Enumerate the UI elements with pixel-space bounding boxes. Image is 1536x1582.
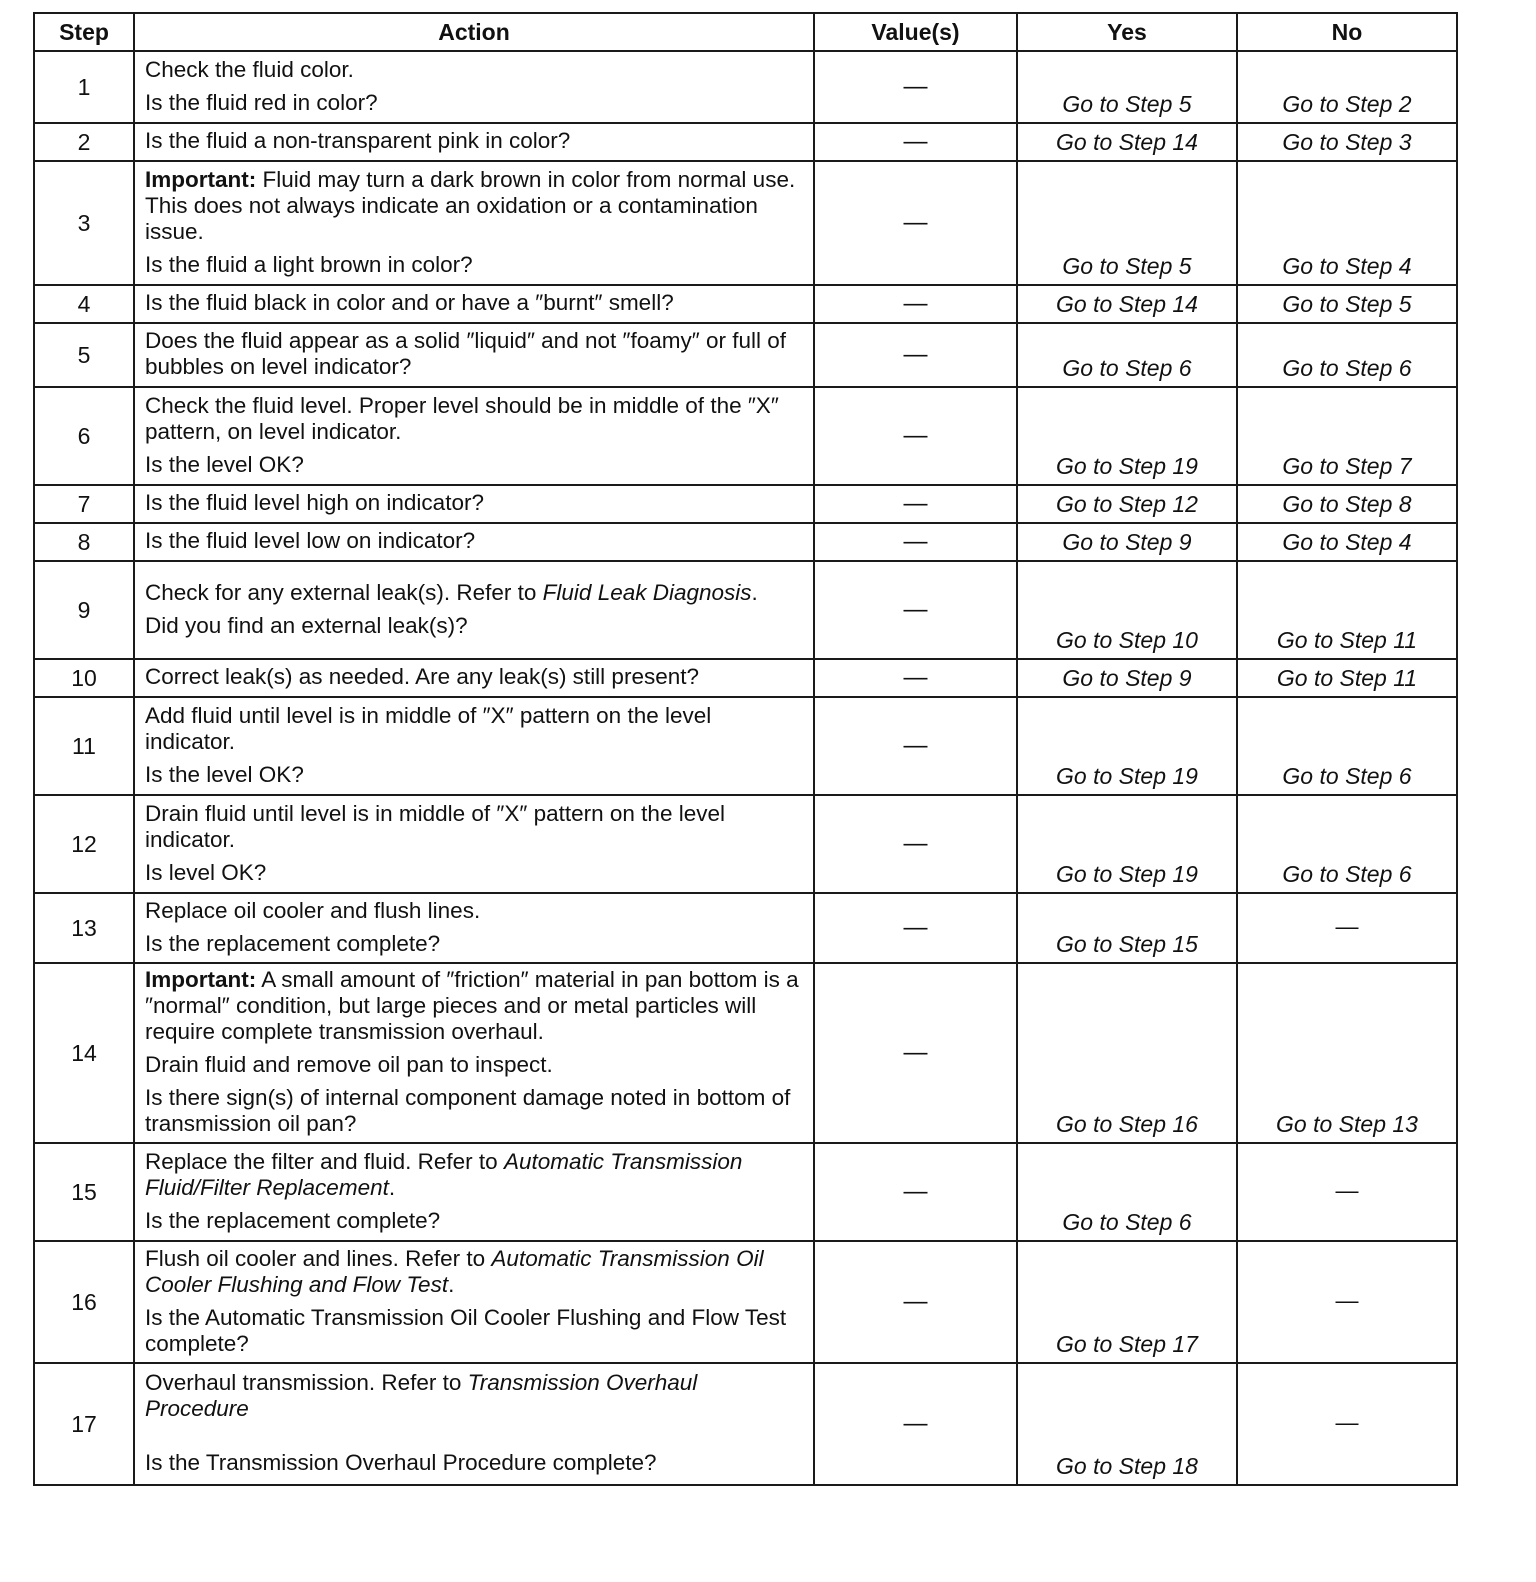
step-number: 10: [34, 659, 134, 697]
table-row: [34, 1143, 1457, 1241]
header-values: Value(s): [814, 13, 1017, 51]
table-row: [34, 963, 1457, 1143]
action-text: Is the fluid black in color and or have a ″burnt″ smell?: [145, 290, 674, 315]
action-paragraph: [145, 1370, 805, 1422]
action-cell: [134, 323, 814, 387]
action-paragraph: [145, 931, 805, 957]
action-text: Correct leak(s) as needed. Are any leak(s) still present?: [145, 664, 699, 689]
table-row: [34, 161, 1457, 285]
value-cell: —: [814, 161, 1017, 285]
action-cell: [134, 161, 814, 285]
action-text: Replace the filter and fluid. Refer to: [145, 1148, 504, 1174]
value-cell: —: [814, 697, 1017, 795]
value-cell: —: [814, 1363, 1017, 1485]
action-cell: [134, 51, 814, 123]
action-paragraph: [145, 762, 805, 788]
yes-cell: Go to Step 5: [1017, 161, 1237, 285]
action-cell: [134, 1241, 814, 1363]
action-cell: [134, 1143, 814, 1241]
yes-cell: Go to Step 16: [1017, 963, 1237, 1143]
step-number: 5: [34, 323, 134, 387]
action-text: Is the replacement complete?: [145, 930, 441, 956]
action-text: Is level OK?: [145, 859, 267, 885]
action-paragraph: [145, 801, 805, 853]
table-row: [34, 123, 1457, 161]
action-text: Is there sign(s) of internal component damage noted in bottom of transmission oil pan?: [145, 1085, 791, 1136]
yes-cell: Go to Step 6: [1017, 1143, 1237, 1241]
step-number: 9: [34, 561, 134, 659]
table-body: [34, 51, 1457, 1485]
action-paragraph: [145, 167, 805, 245]
step-number: 13: [34, 893, 134, 963]
action-text: Overhaul transmission. Refer to: [145, 1370, 468, 1395]
yes-cell: Go to Step 19: [1017, 697, 1237, 795]
action-cell: [134, 123, 814, 161]
yes-cell: Go to Step 10: [1017, 561, 1237, 659]
value-cell: —: [814, 51, 1017, 123]
header-step: Step: [34, 13, 134, 51]
no-cell: Go to Step 8: [1237, 485, 1457, 523]
header-action: Action: [134, 13, 814, 51]
action-cell: [134, 387, 814, 485]
value-cell: —: [814, 323, 1017, 387]
no-cell: Go to Step 4: [1237, 523, 1457, 561]
action-text: .: [388, 1174, 396, 1200]
action-text: Is the level OK?: [145, 451, 304, 477]
action-cell: [134, 795, 814, 893]
table-row: [34, 523, 1457, 561]
yes-cell: Go to Step 17: [1017, 1241, 1237, 1363]
header-yes: Yes: [1017, 13, 1237, 51]
action-text: Is the Automatic Transmission Oil Cooler Flushing and Flow Test complete?: [145, 1304, 787, 1356]
table-row: [34, 387, 1457, 485]
table-row: [34, 893, 1457, 963]
action-paragraph: [145, 128, 805, 154]
reference-title: Transmission Overhaul Procedure: [145, 1370, 698, 1421]
value-cell: —: [814, 1143, 1017, 1241]
action-text: Is the fluid a light brown in color?: [145, 251, 473, 277]
table-row: [34, 561, 1457, 659]
action-paragraph: [145, 1305, 805, 1357]
value-cell: —: [814, 285, 1017, 323]
no-cell: Go to Step 11: [1237, 659, 1457, 697]
action-paragraph: [145, 898, 805, 924]
action-cell: [134, 893, 814, 963]
action-cell: [134, 285, 814, 323]
action-paragraph: [145, 1085, 805, 1137]
value-cell: —: [814, 387, 1017, 485]
value-cell: —: [814, 893, 1017, 963]
action-paragraph: [145, 528, 805, 554]
no-cell: Go to Step 6: [1237, 323, 1457, 387]
action-text: Is the replacement complete?: [145, 1207, 441, 1233]
header-row: [34, 13, 1457, 51]
table-row: [34, 795, 1457, 893]
action-cell: [134, 659, 814, 697]
action-text: Check the fluid level. Proper level should be in middle of the ″X″ pattern, on level indicator.: [145, 392, 779, 444]
action-paragraph: [145, 703, 805, 755]
action-text: Replace oil cooler and flush lines.: [145, 897, 481, 923]
action-text: Is the Transmission Overhaul Procedure complete?: [145, 1450, 657, 1475]
action-cell: [134, 485, 814, 523]
action-text: Drain fluid and remove oil pan to inspect.: [145, 1052, 553, 1077]
action-text: Is the level OK?: [145, 761, 304, 787]
action-paragraph: [145, 580, 805, 606]
action-text: Is the fluid level low on indicator?: [145, 528, 476, 553]
action-paragraph: [145, 1052, 805, 1078]
step-number: 2: [34, 123, 134, 161]
action-paragraph: [145, 452, 805, 478]
no-cell: Go to Step 2: [1237, 51, 1457, 123]
value-cell: —: [814, 659, 1017, 697]
action-paragraph: [145, 57, 805, 83]
action-paragraph: [145, 1208, 805, 1234]
action-cell: [134, 963, 814, 1143]
no-cell: —: [1237, 1241, 1457, 1363]
yes-cell: Go to Step 19: [1017, 795, 1237, 893]
table-row: [34, 51, 1457, 123]
important-label: Important:: [145, 166, 257, 192]
no-cell: —: [1237, 893, 1457, 963]
no-cell: Go to Step 6: [1237, 697, 1457, 795]
action-text: Check the fluid color.: [145, 56, 354, 82]
important-label: Important:: [145, 967, 257, 992]
reference-title: Automatic Transmission Fluid/Filter Replacement: [145, 1148, 743, 1200]
reference-title: Automatic Transmission Oil Cooler Flushing and Flow Test: [145, 1245, 764, 1297]
step-number: 16: [34, 1241, 134, 1363]
no-cell: Go to Step 5: [1237, 285, 1457, 323]
table-row: [34, 285, 1457, 323]
step-number: 17: [34, 1363, 134, 1485]
value-cell: —: [814, 561, 1017, 659]
action-paragraph: [145, 613, 805, 639]
action-paragraph: [145, 328, 805, 380]
table-row: [34, 697, 1457, 795]
diagnostic-table: [33, 12, 1458, 1486]
action-text: Fluid may turn a dark brown in color from normal use. This does not always indicate an oxidation or a contamination issue.: [145, 166, 796, 244]
action-paragraph: [145, 664, 805, 690]
action-text: Add fluid until level is in middle of ″X″ pattern on the level indicator.: [145, 702, 712, 754]
action-text: Is the fluid a non-transparent pink in color?: [145, 128, 571, 153]
no-cell: —: [1237, 1363, 1457, 1485]
no-cell: Go to Step 13: [1237, 963, 1457, 1143]
step-number: 4: [34, 285, 134, 323]
yes-cell: Go to Step 5: [1017, 51, 1237, 123]
action-paragraph: [145, 967, 805, 1045]
table-row: [34, 485, 1457, 523]
step-number: 6: [34, 387, 134, 485]
yes-cell: Go to Step 9: [1017, 659, 1237, 697]
no-cell: —: [1237, 1143, 1457, 1241]
no-cell: Go to Step 6: [1237, 795, 1457, 893]
step-number: 11: [34, 697, 134, 795]
yes-cell: Go to Step 9: [1017, 523, 1237, 561]
value-cell: —: [814, 795, 1017, 893]
action-text: .: [448, 1271, 455, 1297]
action-text: .: [751, 579, 758, 605]
action-text: A small amount of ″friction″ material in pan bottom is a ″normal″ condition, but large pieces and or metal particles will require complete transmission overhaul.: [145, 967, 799, 1044]
action-paragraph: [145, 290, 805, 316]
step-number: 3: [34, 161, 134, 285]
table-row: [34, 1241, 1457, 1363]
value-cell: —: [814, 123, 1017, 161]
action-text: Is the fluid level high on indicator?: [145, 490, 484, 515]
action-paragraph: [145, 490, 805, 516]
value-cell: —: [814, 485, 1017, 523]
value-cell: —: [814, 963, 1017, 1143]
step-number: 8: [34, 523, 134, 561]
action-text: Check for any external leak(s). Refer to: [145, 579, 543, 605]
step-number: 15: [34, 1143, 134, 1241]
action-text: Does the fluid appear as a solid ″liquid″ and not ″foamy″ or full of bubbles on level indicator?: [145, 328, 786, 379]
reference-title: Fluid Leak Diagnosis: [542, 579, 752, 605]
action-cell: [134, 1363, 814, 1485]
action-cell: [134, 523, 814, 561]
action-paragraph: [145, 90, 805, 116]
action-paragraph: [145, 252, 805, 278]
action-paragraph: [145, 860, 805, 886]
yes-cell: Go to Step 14: [1017, 123, 1237, 161]
action-text: Is the fluid red in color?: [145, 89, 378, 115]
action-text: Drain fluid until level is in middle of ″X″ pattern on the level indicator.: [145, 800, 725, 852]
step-number: 14: [34, 963, 134, 1143]
no-cell: Go to Step 7: [1237, 387, 1457, 485]
action-text: Flush oil cooler and lines. Refer to: [145, 1245, 492, 1271]
action-paragraph: [145, 1149, 805, 1201]
yes-cell: Go to Step 14: [1017, 285, 1237, 323]
table-row: [34, 659, 1457, 697]
yes-cell: Go to Step 15: [1017, 893, 1237, 963]
table-row: [34, 1363, 1457, 1485]
no-cell: Go to Step 4: [1237, 161, 1457, 285]
value-cell: —: [814, 523, 1017, 561]
no-cell: Go to Step 3: [1237, 123, 1457, 161]
header-no: No: [1237, 13, 1457, 51]
yes-cell: Go to Step 19: [1017, 387, 1237, 485]
action-paragraph: [145, 1246, 805, 1298]
yes-cell: Go to Step 18: [1017, 1363, 1237, 1485]
action-paragraph: [145, 393, 805, 445]
yes-cell: Go to Step 6: [1017, 323, 1237, 387]
step-number: 1: [34, 51, 134, 123]
table-row: [34, 323, 1457, 387]
step-number: 12: [34, 795, 134, 893]
action-text: Did you find an external leak(s)?: [145, 612, 468, 638]
yes-cell: Go to Step 12: [1017, 485, 1237, 523]
no-cell: Go to Step 11: [1237, 561, 1457, 659]
action-paragraph: [145, 1450, 805, 1476]
value-cell: —: [814, 1241, 1017, 1363]
action-cell: [134, 697, 814, 795]
step-number: 7: [34, 485, 134, 523]
action-cell: [134, 561, 814, 659]
